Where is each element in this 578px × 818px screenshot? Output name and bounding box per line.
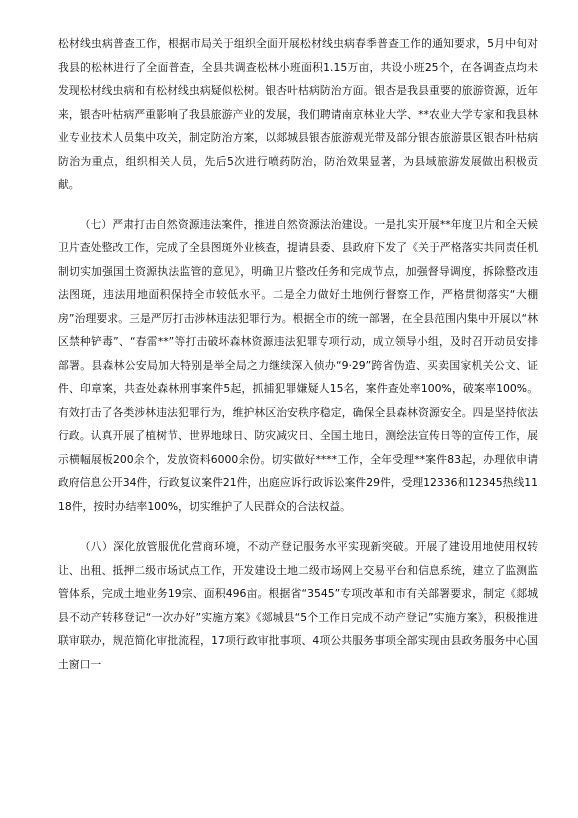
paragraph-pest-survey: 松材线虫病普查工作，根据市局关于组织全面开展松材线虫病春季普查工作的通知要求，5月中旬对我县的松林进行了全面普查，全县共调查松林小班面积1.15万亩，共设小班25个，在各调查点均未发现松材线虫病和有松材线虫病疑似松树。银杏叶枯病防治方面。银杏是我县重要的旅游资源，近年来，银杏叶枯病严重影响了我县旅游产业的发展，我们聘请南京林业大学、**农业大学专家和我县林业专业技术人员集中攻关，制定防治方案，以郯城县银杏旅游观光带及部分银杏旅游景区银杏叶枯病防治为重点，组织相关人员，先后5次进行喷药防治，防治效果显著，为县域旅游发展做出积极贡献。 (58, 37, 538, 191)
paragraph-business-environment: （八）深化放管服优化营商环境，不动产登记服务水平实现新突破。开展了建设用地使用权转让、出租、抵押二级市场试点工作，开发建设土地二级市场网上交易平台和信息系统，建立了监测监管体系，完成土地业务19宗、面积496亩。根据省“3545”专项改革和市有关部署要求，制定《郯城县不动产转移登记“一次办好”实施方案》《郯城县“5个工作日完成不动产登记”实施方案》，积极推进联审联办，规范简化审批流程，17项行政审批事项、4项公共服务事项全部实现由县政务服务中心国土窗口一 (58, 540, 538, 671)
paragraph-law-enforcement: （七）严肃打击自然资源违法案件，推进自然资源法治建设。一是扎实开展**年度卫片和全天候卫片查处整改工作，完成了全县图斑外业核查，提请县委、县政府下发了《关于严格落实共同责任机制切实加强国土资源执法监管的意见》，明确卫片整改任务和完成节点，加强督导调度，拆除整改违法图斑，违法用地面积保持全市较低水平。二是全力做好土地例行督察工作，严格贯彻落实“大棚房”治理要求。三是严厉打击涉林违法犯罪行为。根据全市的统一部署，在全县范围内集中开展以“林区禁种铲毒”、“春雷**”等打击破坏森林资源违法犯罪专项行动，成立领导小组，及时召开动员安排部署。县森林公安局加大特别是举全局之力继续深入侦办“9·29”跨省伪造、买卖国家机关公文、证件、印章案，共查处森林刑事案件5起，抓捕犯罪嫌疑人15名，案件查处率100%，破案率100%。有效打击了各类涉林违法犯罪行为，维护林区治安秩序稳定，确保全县森林资源安全。四是坚持依法行政。认真开展了植树节、世界地球日、防灾减灾日、全国土地日，测绘法宣传日等的宣传工作，展示横幅展板200余个，发放资料6000余份。切实做好****工作，全年受理**案件83起，办理依申请政府信息公开34件，行政复议案件21件，出庭应诉行政诉讼案件29件，受理12336和12345热线1118件，按时办结率100%，切实维护了人民群众的合法权益。 (58, 217, 538, 513)
